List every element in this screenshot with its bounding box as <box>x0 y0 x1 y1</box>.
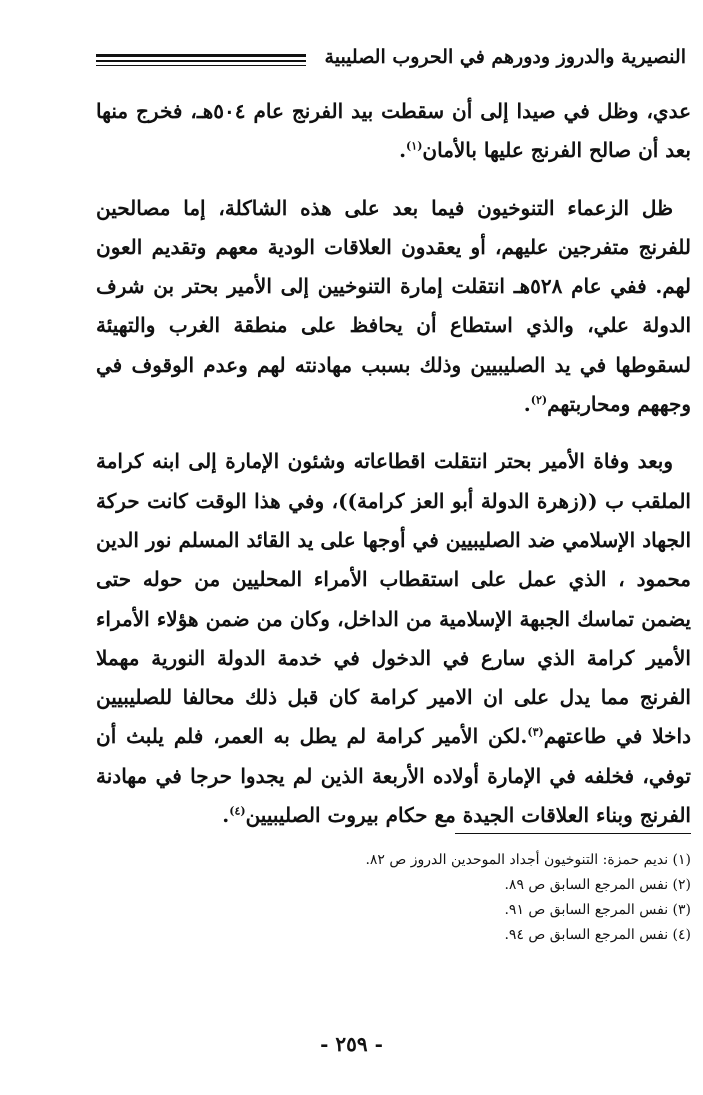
header-decorative-rules <box>96 54 306 66</box>
footnotes <box>96 848 691 948</box>
footnote: (٤) نفس المرجع السابق ص ٩٤. <box>504 927 691 943</box>
paragraph <box>96 442 691 835</box>
footnote-marker: (٤) <box>229 804 246 818</box>
footnote-marker: (٣) <box>527 725 544 739</box>
footnote-marker: (١) <box>406 139 423 153</box>
header-title: النصيرية والدروز ودورهم في الحروب الصليبية <box>324 46 686 68</box>
paragraph-text: ظل الزعماء التنوخيون فيما بعد على هذه الشاكلة، إما مصالحين للفرنج متفرجين عليهم، أو يعقدون العلاقات الودية معهم وتقديم العون لهم. ففي عام ٥٢٨هـ انتقلت إمارة التنوخيين إلى الأمير بحتر بن شرف الدولة علي، والذي استطاع أن يحافظ على منطقة الغرب والتهيئة لسقوطها في يد الصليبيين وذلك بسبب مهادنته لهم وعدم الوقوف في وجههم ومحاربتهم <box>96 195 691 417</box>
paragraph <box>96 92 691 171</box>
page-number: - ٢٥٩ - <box>320 1032 383 1056</box>
running-header <box>96 40 686 80</box>
paragraph-tail: . <box>523 392 531 417</box>
footnote-marker: (٢) <box>530 393 548 407</box>
footnote-separator <box>455 833 691 834</box>
header-rule <box>96 54 306 57</box>
paragraph-tail: . <box>399 138 407 163</box>
footnote: (١) نديم حمزة: التنوخيون أجداد الموحدين الدروز ص ٨٢. <box>365 852 691 868</box>
paragraph-tail: . <box>222 803 230 828</box>
main-text <box>96 92 691 853</box>
paragraph-tail: .لكن الأمير كرامة لم يطل به العمر، فلم يلبث أن توفي، فخلفه في الإمارة أولاده الأربعة الذين لم يجدوا حرجا في مهادنة الفرنج وبناء العلاقات الجيدة مع حكام بيروت الصليبيين <box>96 724 691 828</box>
footnote: (٣) نفس المرجع السابق ص ٩١. <box>504 902 691 918</box>
footnote: (٢) نفس المرجع السابق ص ٨٩. <box>504 877 691 893</box>
paragraph-text: وبعد وفاة الأمير بحتر انتقلت اقطاعاته وشئون الإمارة إلى ابنه كرامة الملقب ب ((زهرة الدولة أبو العز كرامة))، وفي هذا الوقت كانت حركة الجهاد الإسلامي ضد الصليبيين في أوجها على يد القائد المسلم نور الدين محمود ، الذي عمل على استقطاب الأمراء المحليين من حوله حتى يضمن تماسك الجبهة الإسلامية من الداخل، وكان من ضمن هؤلاء الأمراء الأمير كرامة الذي سارع في الدخول في خدمة الدولة النورية مهملا الفرنج مما يدل على ان الامير كرامة كان قبل ذلك محالفا للصليبيين داخلا في طاعتهم <box>96 449 691 749</box>
paragraph <box>96 189 691 425</box>
paragraph-text: عدي، وظل في صيدا إلى أن سقطت بيد الفرنج عام ٥٠٤هـ، فخرج منها بعد أن صالح الفرنج عليها بالأمان <box>96 99 692 163</box>
header-rule <box>96 65 306 66</box>
header-rule <box>96 60 306 62</box>
